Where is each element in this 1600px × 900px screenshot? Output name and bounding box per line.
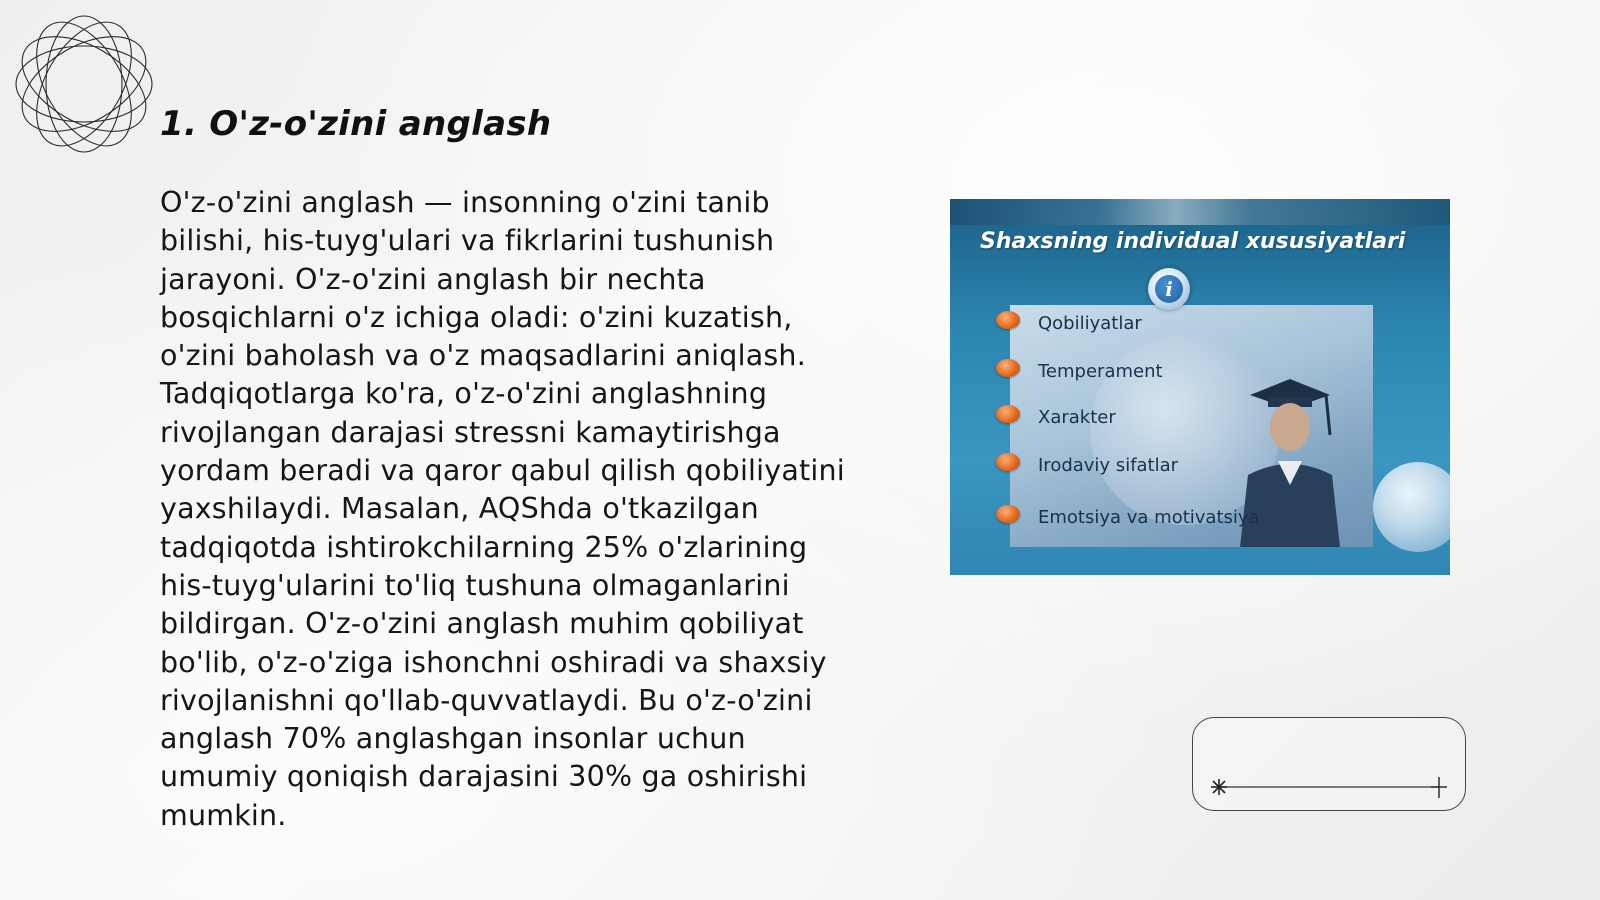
orange-bullet-icon (996, 505, 1020, 523)
concentric-rings-icon (10, 10, 158, 158)
individual-traits-image (950, 199, 1450, 575)
list-item-label: Qobiliyatlar (1038, 313, 1142, 334)
small-globe (1373, 462, 1450, 552)
orange-bullet-icon (996, 311, 1020, 329)
info-glyph: i (1155, 275, 1183, 303)
info-icon (1148, 268, 1190, 310)
slider-track (1193, 718, 1465, 810)
list-item-label: Emotsiya va motivatsiya (1038, 507, 1260, 528)
orange-bullet-icon (996, 405, 1020, 423)
list-item-label: Temperament (1038, 361, 1163, 382)
panel-top-band (950, 199, 1450, 225)
decorative-slider-frame (1192, 717, 1466, 811)
list-item-label: Irodaviy sifatlar (1038, 455, 1179, 476)
panel-title: Shaxsning individual xususiyatlari (980, 229, 1406, 254)
crosshair-icon (1431, 777, 1447, 798)
sparkle-icon (1211, 779, 1227, 795)
slide-body-text: O'z-o'zini anglash — insonning o'zini tanib bilishi, his-tuyg'ulari va fikrlarini tushunish jarayoni. O'z-o'zini anglash bir nechta bosqichlarni o'z ichiga oladi: o'zini kuzatish, o'zini baholash va o'z maqsadlarini aniqlash. Tadqiqotlarga ko'ra, o'z-o'zini anglashning rivojlangan darajasi stressni kamaytirishga yordam beradi va qaror qabul qilish qobiliyatini yaxshilaydi. Masalan, AQShda o'tkazilgan tadqiqotda ishtirokchilarning 25% o'zlarining his-tuyg'ularini to'liq tushuna olmaganlarini bildirgan. O'z-o'zini anglash muhim qobiliyat bo'lib, o'z-o'ziga ishonchni oshiradi va shaxsiy rivojlanishni qo'llab-quvvatlaydi. Bu o'z-o'zini anglash 70% anglashgan insonlar uchun umumiy qoniqish darajasini 30% ga oshirishi mumkin. (160, 186, 845, 832)
slide-title: 1. O'z-o'zini anglash (160, 104, 552, 144)
orange-bullet-icon (996, 359, 1020, 377)
orange-bullet-icon (996, 453, 1020, 471)
list-item-label: Xarakter (1038, 407, 1116, 428)
